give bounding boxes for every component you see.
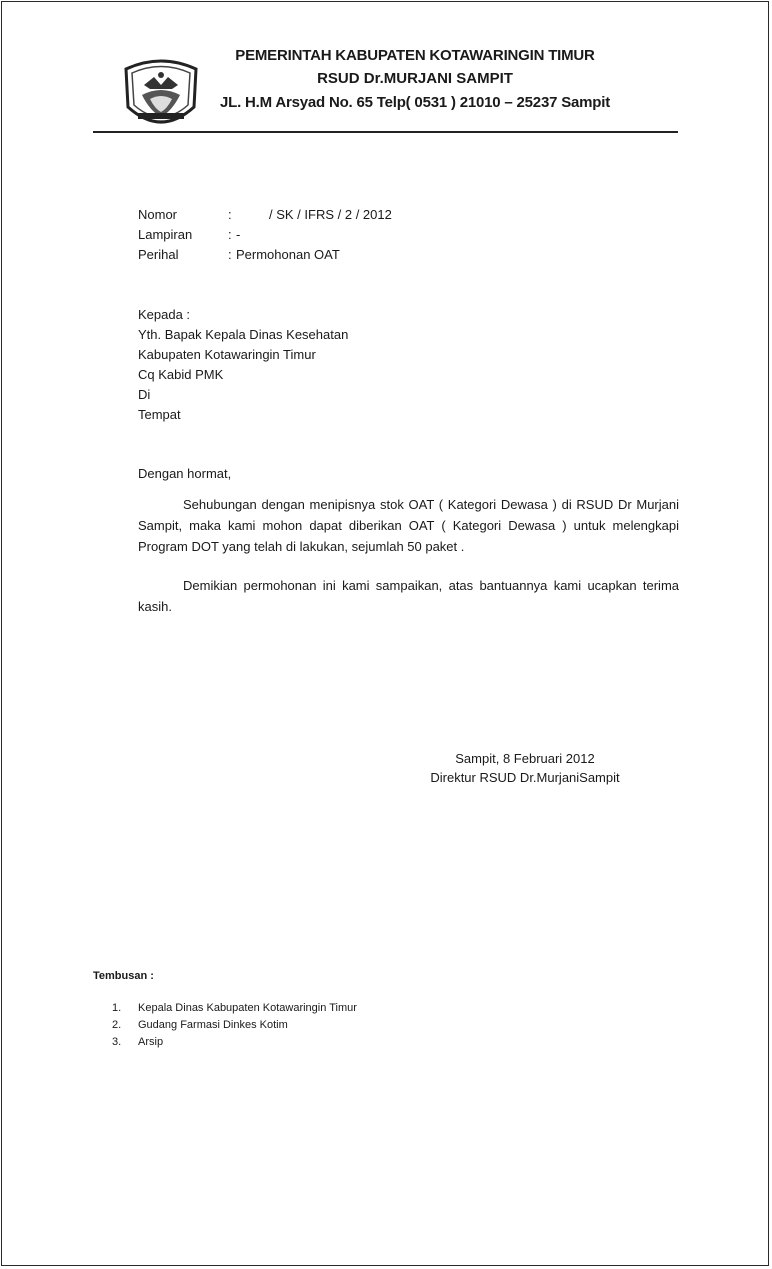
body-paragraph-2: Demikian permohonan ini kami sampaikan, atas bantuannya kami ucapkan terima kasih. bbox=[138, 578, 679, 614]
meta-colon: : bbox=[228, 247, 232, 262]
letterhead-divider bbox=[93, 131, 678, 133]
recipient-block bbox=[138, 305, 348, 425]
meta-value: - bbox=[236, 227, 241, 242]
list-number: 3. bbox=[112, 1036, 122, 1048]
letterhead bbox=[200, 44, 630, 115]
recipient-line: Kabupaten Kotawaringin Timur bbox=[138, 347, 316, 362]
meta-row-nomor bbox=[138, 205, 538, 225]
meta-colon: : bbox=[228, 227, 232, 242]
tembusan-list bbox=[112, 1000, 512, 1051]
list-text: Arsip bbox=[138, 1036, 164, 1048]
salutation: Dengan hormat, bbox=[138, 466, 232, 481]
meta-row-perihal bbox=[138, 245, 538, 265]
meta-row-lampiran bbox=[138, 225, 538, 245]
list-number: 2. bbox=[112, 1019, 122, 1031]
list-item bbox=[112, 1034, 512, 1051]
letterhead-address: JL. H.M Arsyad No. 65 Telp( 0531 ) 21010 – 25237 Sampit bbox=[219, 94, 611, 111]
meta-colon: : bbox=[228, 207, 232, 222]
recipient-line: Tempat bbox=[138, 407, 181, 422]
list-text: Gudang Farmasi Dinkes Kotim bbox=[138, 1019, 288, 1031]
page-border bbox=[1, 1, 769, 1266]
list-item bbox=[112, 1000, 512, 1017]
list-item bbox=[112, 1017, 512, 1034]
signatory-title: Direktur RSUD Dr.MurjaniSampit bbox=[430, 770, 620, 785]
letter-meta bbox=[138, 205, 538, 265]
meta-key: Perihal bbox=[138, 247, 179, 262]
body-paragraph-1: Sehubungan dengan menipisnya stok OAT ( Kategori Dewasa ) di RSUD Dr Murjani Sampit, maka kami mohon dapat diberikan OAT ( Kategori Dewasa ) untuk melengkapi Program DOT yang telah di lakukan, sejumlah 50 paket . bbox=[138, 497, 679, 554]
meta-key: Lampiran bbox=[138, 227, 193, 242]
tembusan-title: Tembusan : bbox=[93, 970, 154, 982]
recipient-line: Cq Kabid PMK bbox=[138, 367, 224, 382]
meta-key: Nomor bbox=[138, 207, 178, 222]
recipient-line: Yth. Bapak Kepala Dinas Kesehatan bbox=[138, 327, 349, 342]
regency-emblem-icon bbox=[120, 55, 202, 133]
signature-block bbox=[400, 749, 650, 787]
recipient-line: Kepada : bbox=[138, 307, 191, 322]
place-date: Sampit, 8 Februari 2012 bbox=[455, 751, 595, 766]
letterhead-hospital: RSUD Dr.MURJANI SAMPIT bbox=[317, 70, 513, 87]
meta-value: Permohonan OAT bbox=[236, 247, 340, 262]
list-text: Kepala Dinas Kabupaten Kotawaringin Timur bbox=[138, 1002, 357, 1014]
recipient-line: Di bbox=[138, 387, 151, 402]
letterhead-government: PEMERINTAH KABUPATEN KOTAWARINGIN TIMUR bbox=[235, 47, 595, 64]
meta-value: / SK / IFRS / 2 / 2012 bbox=[269, 207, 392, 222]
list-number: 1. bbox=[112, 1002, 122, 1014]
